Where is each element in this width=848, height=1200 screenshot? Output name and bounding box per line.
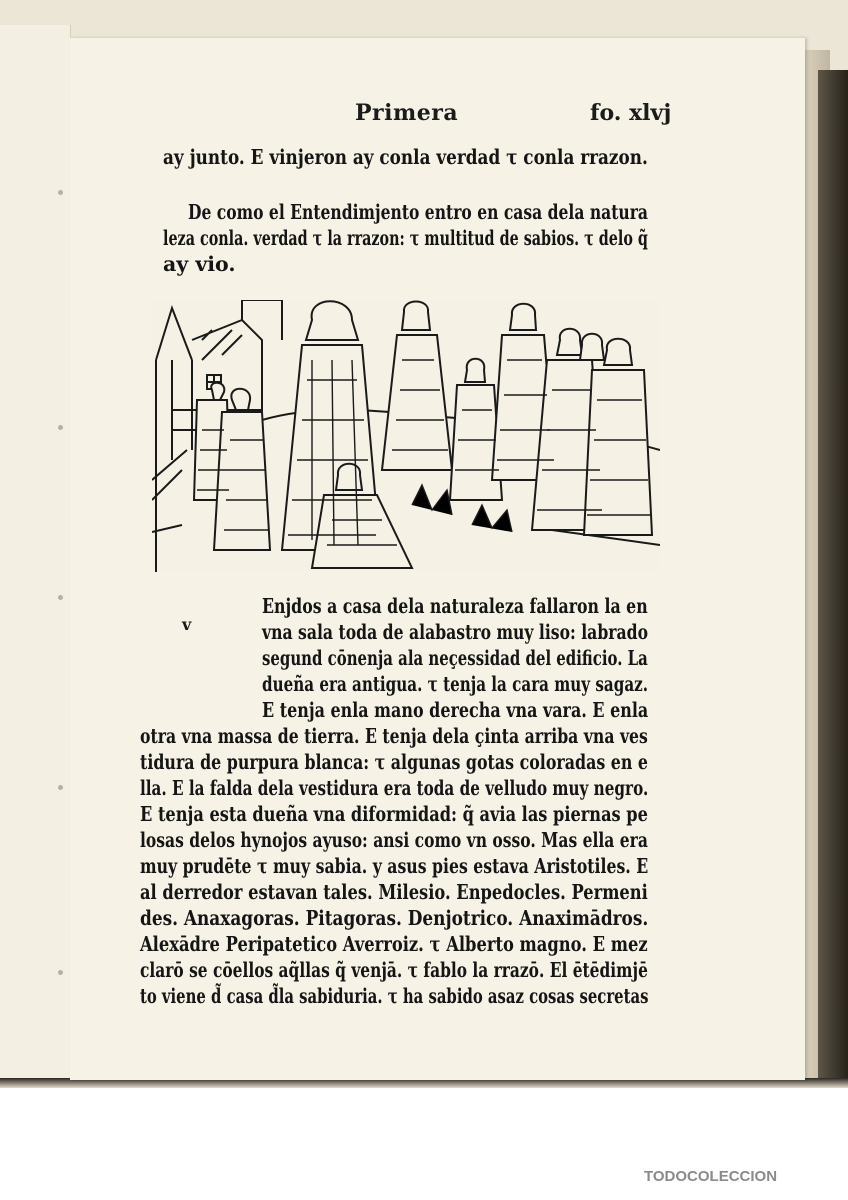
watermark: TODOCOLECCION [644,1168,778,1185]
body-line: vna sala toda de alabastro muy liso: labrado [262,620,649,644]
running-head: Primera [355,100,459,126]
body-line: lla. E la falda dela vestidura era toda de velludo muy negro. [140,776,649,800]
folio-number: fo. xlvj [590,100,672,126]
body-line: Alexādre Peripatetico Averroiz. τ Alberto magno. E mez [140,932,648,956]
chapter-heading-line: De como el Entendimjento entro en casa dela natura [188,200,649,224]
body-line: E tenja esta dueña vna diformidad: q̃ avia las piernas pe [140,802,648,826]
body-line: tidura de purpura blanca: τ algunas gotas coloradas en e [140,750,648,774]
binding-hole [58,595,63,600]
binding-hole [58,190,63,195]
body-line: otra vna massa de tierra. E tenja dela çinta arriba vna ves [140,724,648,748]
binding-hole [58,970,63,975]
body-line: dueña era antigua. τ tenja la cara muy sagaz. [262,672,649,696]
body-line: to viene d̃ casa d̃la sabiduria. τ ha sabido asaz cosas secretas [140,984,649,1008]
top-line: ay junto. E vinjeron ay conla verdad τ conla rrazon. [163,145,648,169]
woodcut-illustration [152,300,660,572]
left-page-edge [0,25,71,1080]
body-line: losas delos hynojos ayuso: ansi como vn osso. Mas ella era [140,828,648,852]
body-line: al derredor estavan tales. Milesio. Enpedocles. Permeni [140,880,648,904]
book-cover-edge [818,70,848,1085]
body-line: Enjdos a casa dela naturaleza fallaron la en [262,594,648,618]
chapter-heading-line: ay vio. [163,252,236,276]
body-line: muy prudēte τ muy sabia. y asus pies estava Aristotiles. E [140,854,649,878]
binding-hole [58,785,63,790]
chapter-heading-line: leza conla. verdad τ la rrazon: τ multitud de sabios. τ delo q̃ [163,226,648,250]
drop-cap-initial: v [182,615,192,634]
body-line: des. Anaxagoras. Pitagoras. Denjotrico. Anaximādros. [140,906,649,930]
body-line: clarō se cōellos aq̃llas q̃ venjā. τ fablo la rrazō. El ētēdimjē [140,958,648,982]
body-line: segund cōnenja ala neçessidad del edificio. La [262,646,648,670]
binding-hole [58,425,63,430]
body-line: E tenja enla mano derecha vna vara. E enla [262,698,649,722]
